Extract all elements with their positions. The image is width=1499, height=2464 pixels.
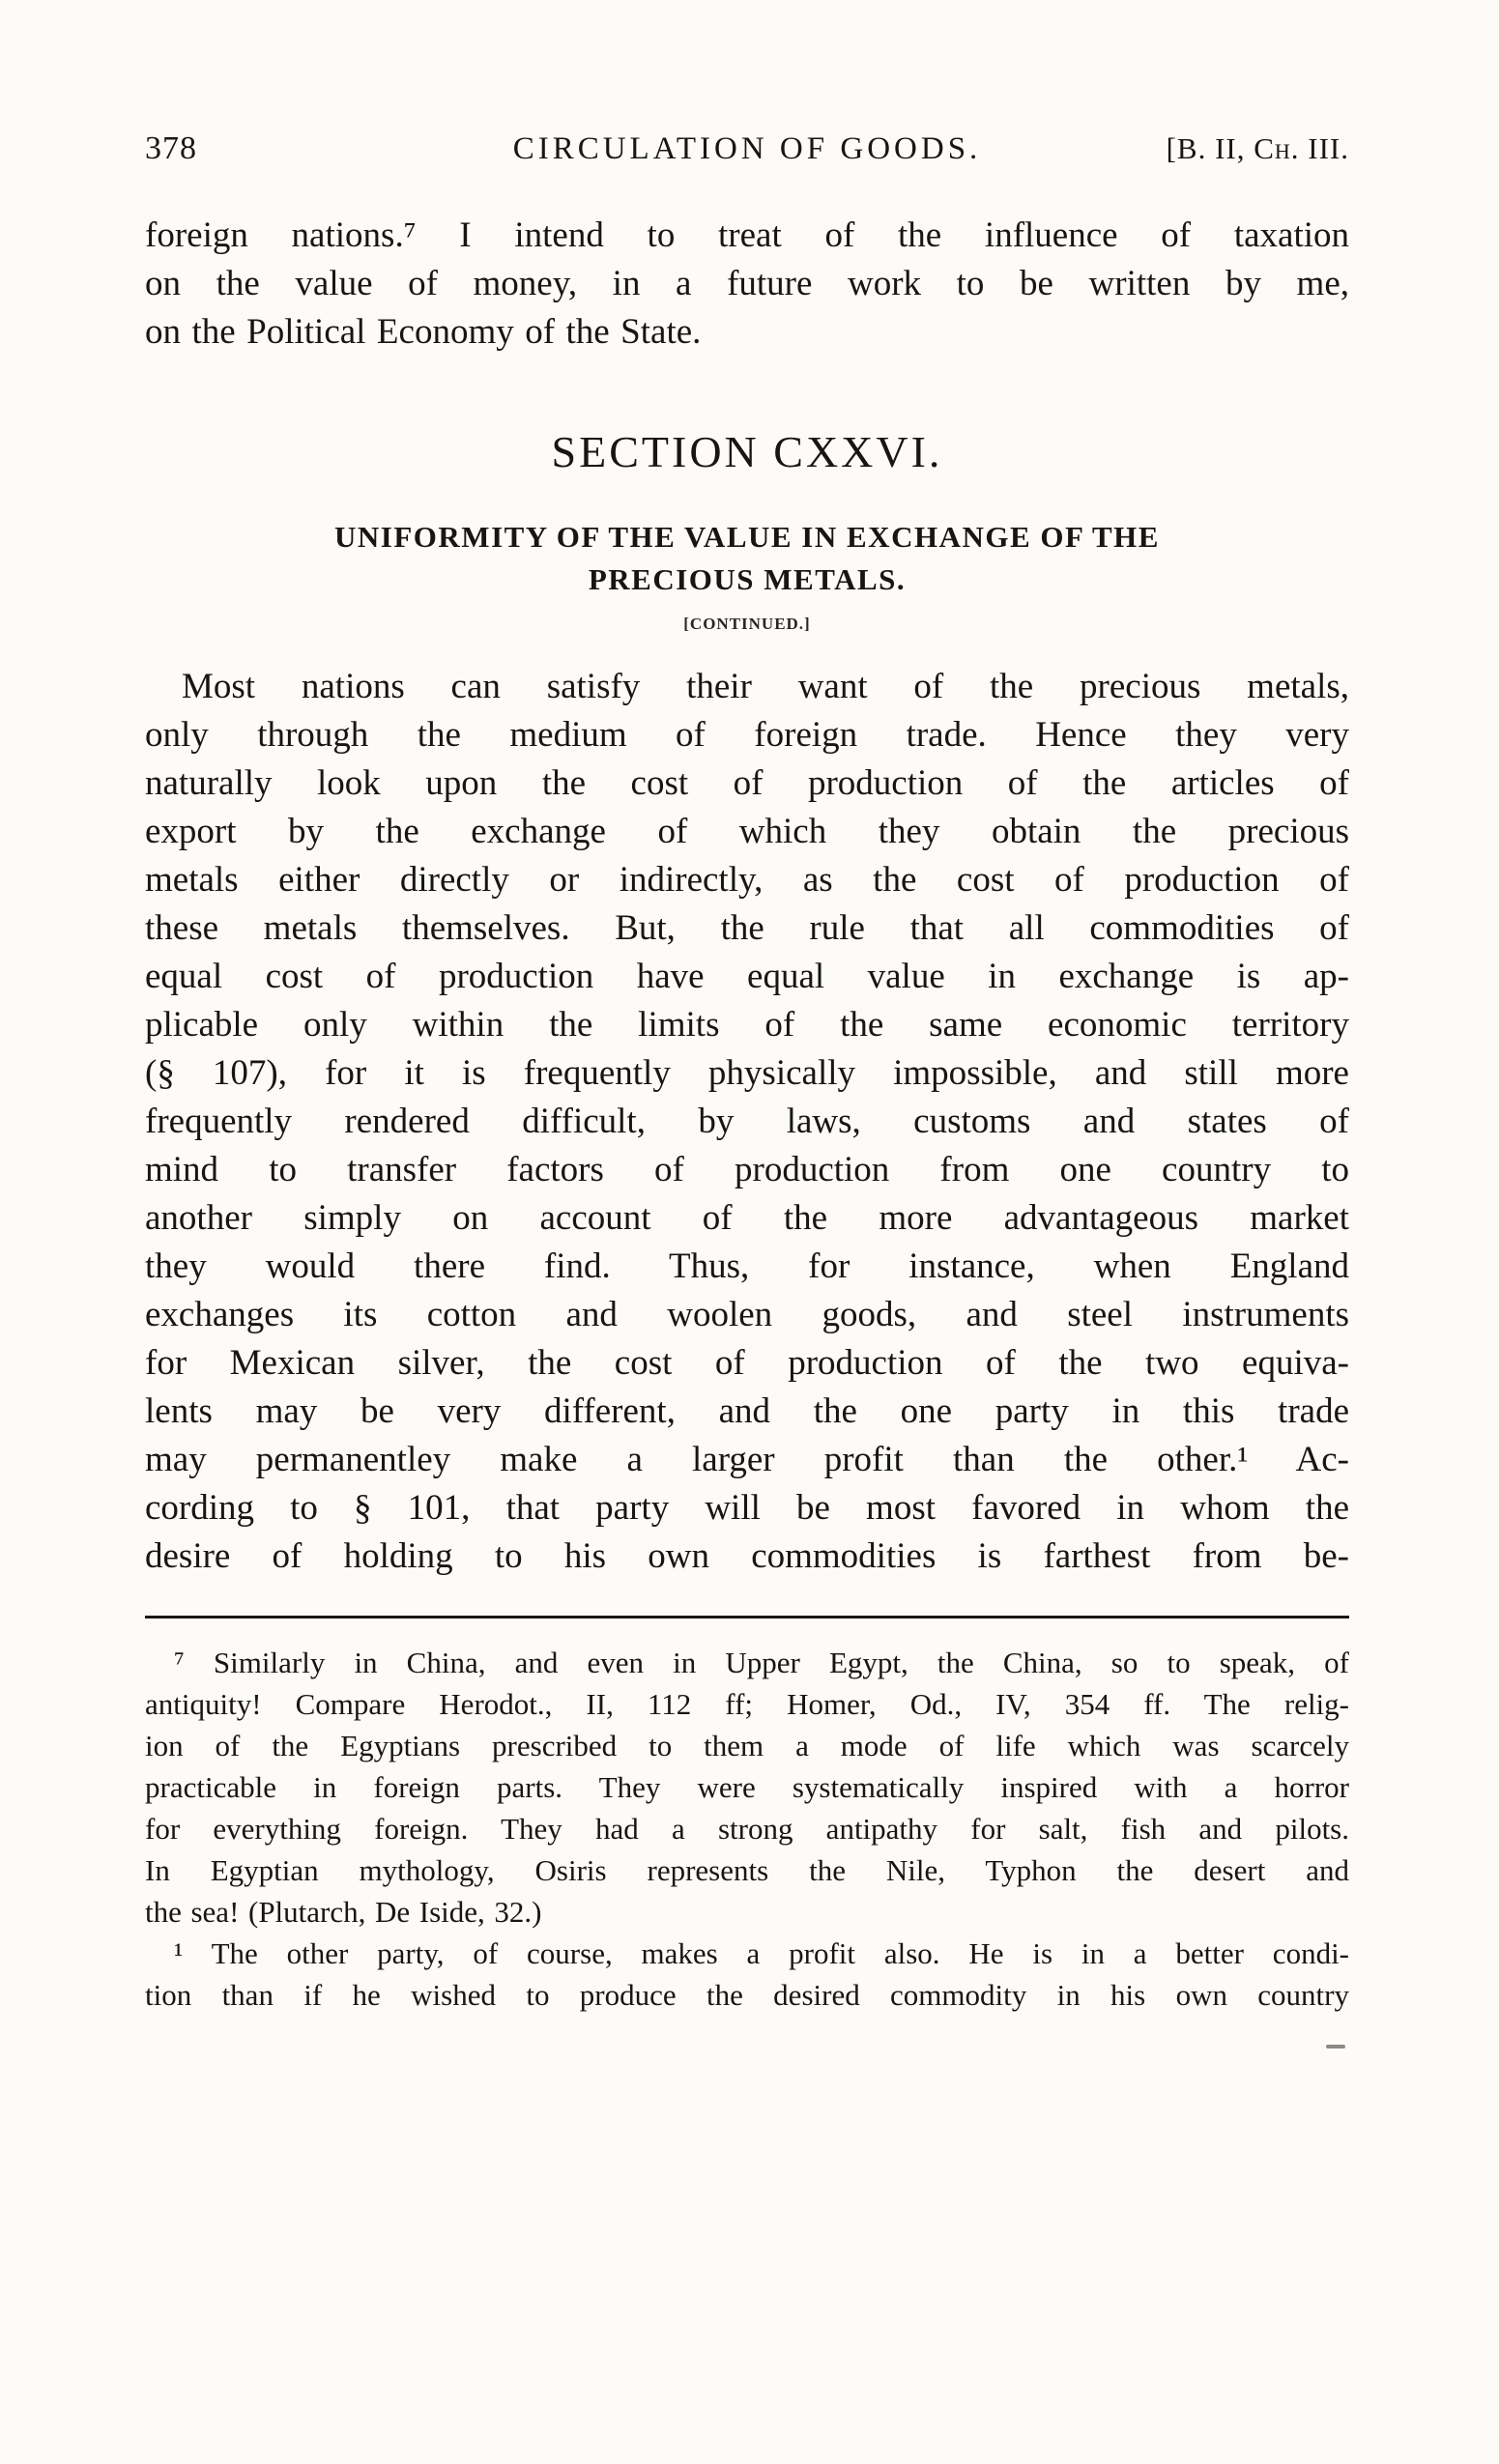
text-line: Most nations can satisfy their want of the precious metals,: [182, 667, 1349, 706]
running-title: CIRCULATION OF GOODS.: [512, 131, 982, 166]
text-line: they would there find. Thus, for instance, when England: [145, 1246, 1349, 1286]
text-line: may permanentley make a larger profit than the other.¹ Ac-: [145, 1440, 1349, 1479]
text-line: exchanges its cotton and woolen goods, and steel instruments: [145, 1295, 1349, 1334]
text-line: for Mexican silver, the cost of production of the two equiva-: [145, 1343, 1349, 1383]
subheading-line-1: UNIFORMITY OF THE VALUE IN EXCHANGE OF THE: [334, 520, 1160, 554]
subheading-line-2: PRECIOUS METALS.: [588, 562, 907, 596]
text-line: for everything foreign. They had a strong antipathy for salt, fish and pilots.: [145, 1812, 1349, 1846]
text-line: naturally look upon the cost of production of the articles of: [145, 763, 1349, 803]
scan-artifact-mark: [1326, 2045, 1345, 2049]
text-line: the sea! (Plutarch, De Iside, 32.): [145, 1895, 542, 1929]
text-line: plicable only within the limits of the same economic territory: [145, 1005, 1349, 1045]
page-number: 378: [145, 130, 197, 166]
footnote-separator: [145, 1616, 1349, 1619]
section-heading: SECTION CXXVI.: [551, 427, 943, 476]
text-line: another simply on account of the more advantageous market: [145, 1198, 1349, 1238]
text-line: (§ 107), for it is frequently physically impossible, and still more: [145, 1053, 1349, 1093]
text-line: on the value of money, in a future work to be written by me,: [145, 264, 1349, 303]
text-line: only through the medium of foreign trade. Hence they very: [145, 715, 1349, 755]
chapter-reference: [B. II, Ch. III.: [1166, 131, 1349, 165]
text-line: In Egyptian mythology, Osiris represents the Nile, Typhon the desert and: [145, 1853, 1349, 1887]
text-line: lents may be very different, and the one party in this trade: [145, 1391, 1349, 1431]
text-line: antiquity! Compare Herodot., II, 112 ff; Homer, Od., IV, 354 ff. The relig-: [145, 1687, 1349, 1721]
text-line: export by the exchange of which they obtain the precious: [145, 812, 1349, 851]
text-line: ⁷ Similarly in China, and even in Upper Egypt, the China, so to speak, of: [174, 1646, 1349, 1679]
page-header: [145, 130, 1349, 167]
text-line: desire of holding to his own commodities is farthest from be-: [145, 1536, 1349, 1576]
text-line: frequently rendered difficult, by laws, customs and states of: [145, 1102, 1349, 1141]
footnotes-section: [145, 1642, 1349, 2016]
text-line: tion than if he wished to produce the desired commodity in his own country: [145, 1978, 1349, 2012]
body-paragraph: [145, 663, 1349, 1581]
text-line: mind to transfer factors of production from one country to: [145, 1150, 1349, 1189]
text-line: foreign nations.⁷ I intend to treat of the influence of taxation: [145, 215, 1349, 255]
text-line: equal cost of production have equal value in exchange is ap-: [145, 957, 1349, 996]
text-line: on the Political Economy of the State.: [145, 312, 702, 352]
continued-label: [CONTINUED.]: [683, 615, 811, 633]
text-line: these metals themselves. But, the rule that all commodities of: [145, 908, 1349, 948]
text-line: ion of the Egyptians prescribed to them a mode of life which was scarcely: [145, 1729, 1349, 1762]
text-line: ¹ The other party, of course, makes a profit also. He is in a better condi-: [174, 1936, 1349, 1970]
intro-paragraph: [145, 212, 1349, 357]
footnote-1: [145, 1933, 1349, 2016]
text-line: metals either directly or indirectly, as the cost of production of: [145, 860, 1349, 900]
footnote-7: [145, 1642, 1349, 1933]
text-line: cording to § 101, that party will be most favored in whom the: [145, 1488, 1349, 1528]
section-subheading: [145, 516, 1349, 601]
text-line: practicable in foreign parts. They were systematically inspired with a horror: [145, 1770, 1349, 1804]
